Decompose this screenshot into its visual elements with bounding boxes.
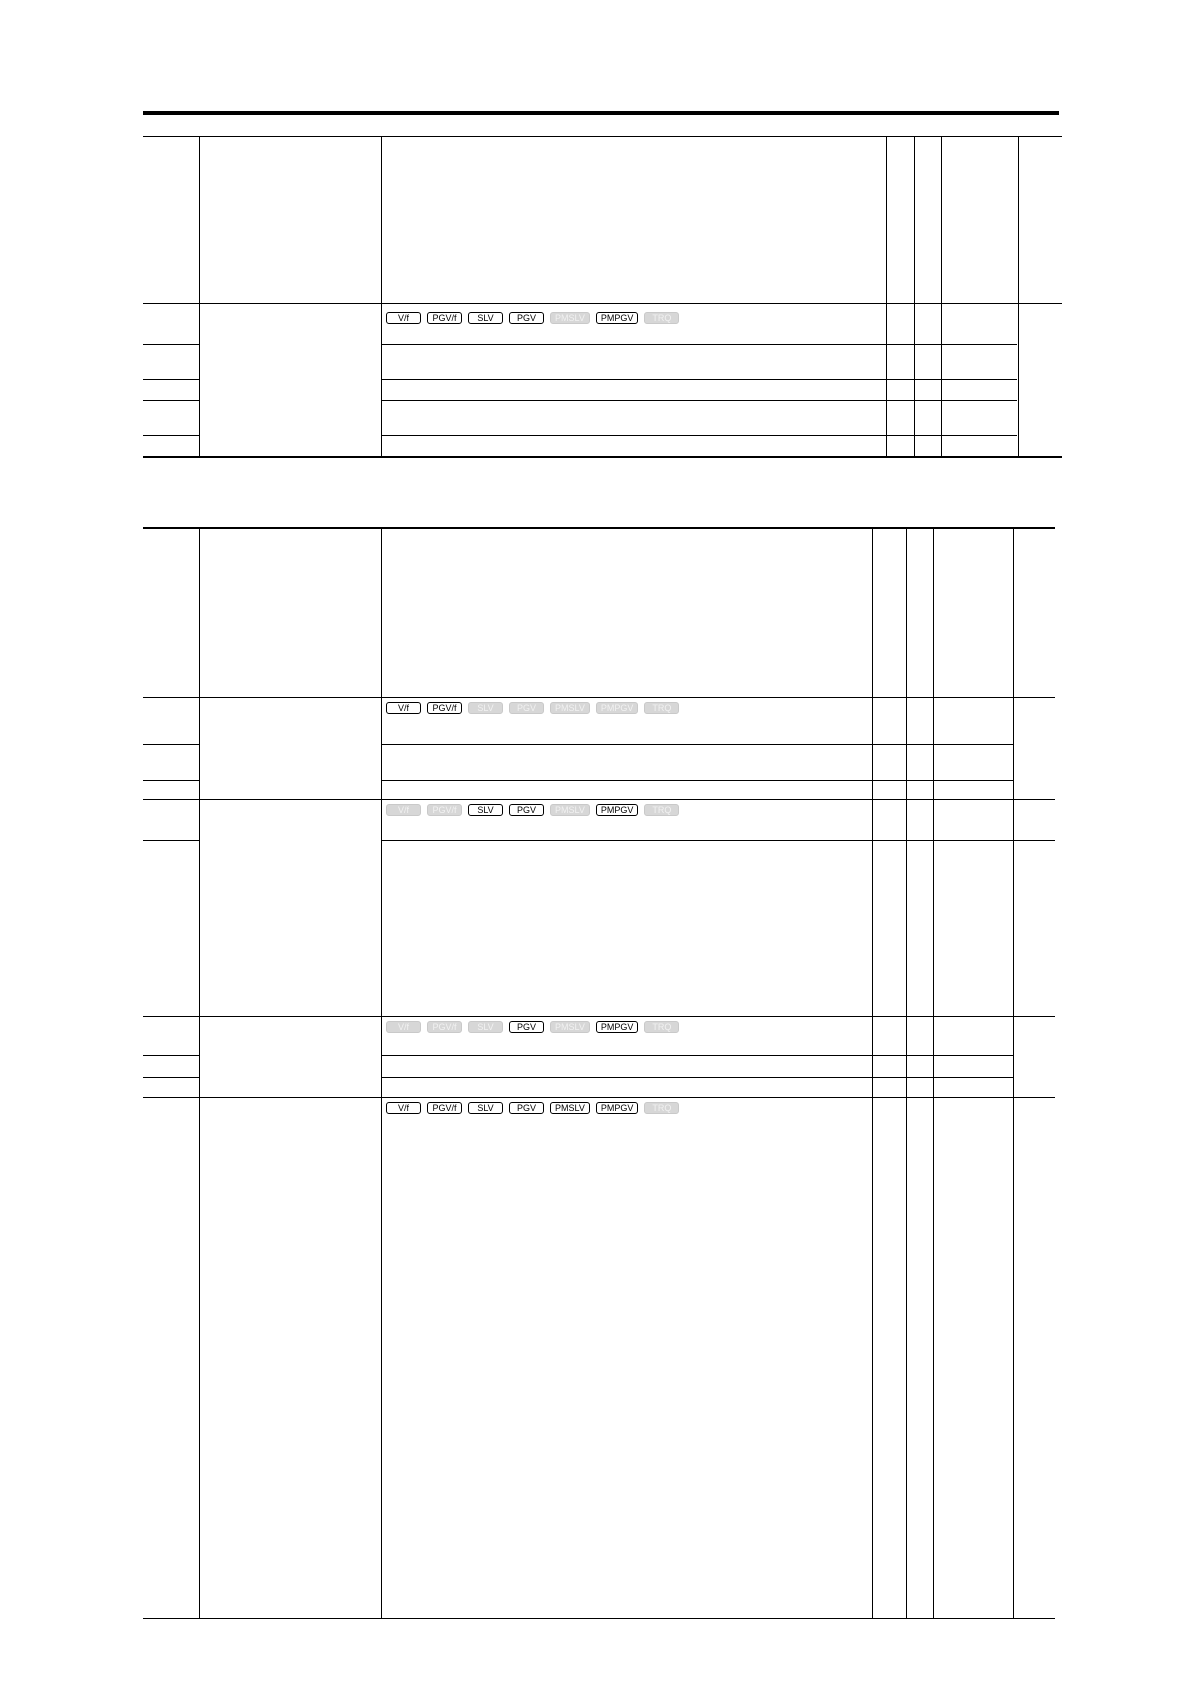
pgvf-mode-icon: PGV/f — [427, 1021, 462, 1033]
pmslv-mode-icon: PMSLV — [550, 702, 590, 714]
slv-mode-icon: SLV — [468, 804, 503, 816]
table-1-bottom-rule — [143, 456, 1062, 458]
trq-mode-icon: TRQ — [644, 312, 679, 324]
control-mode-icons — [386, 702, 679, 714]
table-1-column-line — [381, 136, 382, 457]
table-2-row-divider — [143, 1097, 1055, 1098]
table-2-row-divider — [143, 799, 1055, 800]
control-mode-icons — [386, 1021, 679, 1033]
table-2-row-divider — [143, 1016, 1055, 1017]
vf-mode-icon: V/f — [386, 1102, 421, 1114]
vf-mode-icon: V/f — [386, 804, 421, 816]
control-mode-icons — [386, 1102, 679, 1114]
table-2-column-line — [933, 527, 934, 1619]
control-mode-icons — [386, 312, 679, 324]
pmslv-mode-icon: PMSLV — [550, 312, 590, 324]
table-1-column-line — [914, 136, 915, 457]
pgvf-mode-icon: PGV/f — [427, 312, 462, 324]
header-rule — [143, 111, 1059, 115]
table-2-top-rule — [143, 527, 1055, 529]
slv-mode-icon: SLV — [468, 1021, 503, 1033]
slv-mode-icon: SLV — [468, 1102, 503, 1114]
pgv-mode-icon: PGV — [509, 804, 544, 816]
table-1-row-divider — [143, 303, 1062, 304]
table-2-column-line — [381, 527, 382, 1619]
trq-mode-icon: TRQ — [644, 1021, 679, 1033]
table-1-row-divider — [381, 400, 1017, 401]
pgv-mode-icon: PGV — [509, 702, 544, 714]
table-1-column-line — [199, 136, 200, 457]
table-2-bottom-rule — [143, 1618, 1055, 1619]
table-1-column-line — [941, 136, 942, 457]
table-1-code-divider — [143, 344, 199, 345]
trq-mode-icon: TRQ — [644, 702, 679, 714]
slv-mode-icon: SLV — [468, 312, 503, 324]
pmslv-mode-icon: PMSLV — [550, 1102, 590, 1114]
table-2-code-divider — [143, 840, 199, 841]
table-2-column-line — [906, 527, 907, 1619]
pmpgv-mode-icon: PMPGV — [596, 1021, 639, 1033]
table-2-column-line — [199, 527, 200, 1619]
table-2-row-divider — [381, 1077, 1013, 1078]
table-1-top-rule — [143, 136, 1062, 137]
pmpgv-mode-icon: PMPGV — [596, 702, 639, 714]
pgv-mode-icon: PGV — [509, 1021, 544, 1033]
table-2-row-divider — [381, 840, 1055, 841]
table-1-code-divider — [143, 435, 199, 436]
table-1-code-divider — [143, 400, 199, 401]
table-2-column-line — [1013, 527, 1014, 1619]
table-1-column-line — [1018, 136, 1019, 457]
table-1-column-line — [886, 136, 887, 457]
table-2-code-divider — [143, 744, 199, 745]
pmpgv-mode-icon: PMPGV — [596, 804, 639, 816]
pgv-mode-icon: PGV — [509, 1102, 544, 1114]
vf-mode-icon: V/f — [386, 702, 421, 714]
table-2-code-divider — [143, 1055, 199, 1056]
slv-mode-icon: SLV — [468, 702, 503, 714]
trq-mode-icon: TRQ — [644, 1102, 679, 1114]
table-2-row-divider — [143, 697, 1055, 698]
pmpgv-mode-icon: PMPGV — [596, 1102, 639, 1114]
table-2-row-divider — [381, 1055, 1013, 1056]
table-2-row-divider — [381, 780, 1013, 781]
pgvf-mode-icon: PGV/f — [427, 804, 462, 816]
pgvf-mode-icon: PGV/f — [427, 702, 462, 714]
table-1-row-divider — [381, 379, 1017, 380]
pmslv-mode-icon: PMSLV — [550, 1021, 590, 1033]
pmslv-mode-icon: PMSLV — [550, 804, 590, 816]
table-2-code-divider — [143, 780, 199, 781]
pgv-mode-icon: PGV — [509, 312, 544, 324]
trq-mode-icon: TRQ — [644, 804, 679, 816]
table-2-code-divider — [143, 1077, 199, 1078]
control-mode-icons — [386, 804, 679, 816]
table-1-code-divider — [143, 379, 199, 380]
pgvf-mode-icon: PGV/f — [427, 1102, 462, 1114]
vf-mode-icon: V/f — [386, 1021, 421, 1033]
table-2-row-divider — [381, 744, 1013, 745]
table-2-column-line — [872, 527, 873, 1619]
vf-mode-icon: V/f — [386, 312, 421, 324]
pmpgv-mode-icon: PMPGV — [596, 312, 639, 324]
table-1-row-divider — [381, 344, 1017, 345]
table-1-row-divider — [381, 435, 1017, 436]
